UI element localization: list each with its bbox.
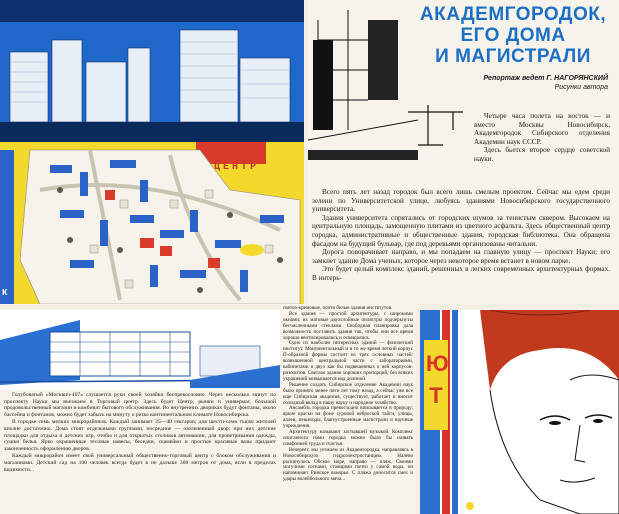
- paragraph-university: Здания университета спрятались от городских шумов за тенистым сквером. Высокаем на центральную площадь, замощенную плитами из цветного асфальта. Здесь общественный центр городка, административные и общественные здания, городская библиотека. Она обращена фасадом на будущий бульвар, где под деревьями организованы читальни.: [312, 213, 610, 248]
- title-line-3: И МАГИСТРАЛИ: [435, 46, 591, 67]
- paragraph-moskvich: Голубоватый «Москвич-407» слушается руки своей хозяйки беспрекословно. Через несколько минут по проспекту Науки мы въезжаем в Торговый центр. Здесь будет Центр, рынки и универмаг, большой продовольственный магазин и комбинат бытового обслуживания. Во внутренних двориках будут фонтаны, около бассейна и фонтанов, можно будет забыть на минуту о резко континентальном климате Новосибирска.: [4, 392, 276, 418]
- cover-logo-letters: ЮТ: [426, 351, 449, 408]
- map-illustration-svg: [0, 0, 304, 304]
- cover-illustration: [420, 310, 619, 514]
- paragraph-institutes: светло-кремовые, почти белые здания институтов.: [283, 305, 393, 311]
- crane-sketch: [408, 100, 468, 150]
- article-title-page: [308, 0, 619, 304]
- construction-sketch: [308, 0, 418, 160]
- byline: [458, 74, 608, 92]
- paragraph-frozen-music: Архитектуру называют застывшей музыкой. Комплекс описанного нами городка можно было бы назвать симфонией труда и счастья.: [283, 429, 413, 447]
- title-line-1: АКАДЕМГОРОДОК,: [419, 4, 607, 25]
- page-institutes: [280, 304, 416, 514]
- paragraph-ensemble: Ансамбль городка превосходно вписывается в природу; яркие краски на фоне суровой неброской тайги, улицы, аллеи, пешеходы, благоустроенные магистрали и научные учреждения.: [283, 405, 413, 430]
- paragraph-evening: Вечереет, мы уезжаем из Академгородка, направляясь в Новосибирскую гидроэлектростанцию. Налево раскинулось Обское море, направо — пляж. Своими могучими соснами, стоящими почти у самой воды, он напоминает Римское взморье. С пляжа доносится смех и удары волейбольного мяча...: [283, 446, 413, 483]
- map-label-k: К: [2, 288, 11, 298]
- paragraph-kindergarten: Каждый микрорайон имеет свой универсальный общественно-торговый центр с блоком обслуживания и магазинами. Детский сад на 100 человек всегда будет в не дальше 300 метров от дома, ясли в пределах видимости...: [4, 453, 276, 473]
- paragraph-complex: Это будет целый комплекс зданий, решенных в легких современных архитектурных формах. В интерь-: [312, 265, 610, 282]
- paragraph-microdistricts: В городке семь мелких микрорайонов. Каждый занимает 25—40 гектаров; для шести-семи тысяч жителей вполне достаточно. Дома стоят отдельными группами, посредине — озелененный двор; при них детские площадки для отдыха и детских игр, чтобы и для открытых столиков автомашин, для проветривания одежды, сушки белья. Ярко окрашенные тесовые навесы, беседки, скамейки и простые красивые вазы придают законченность оформлению дворов.: [4, 419, 276, 452]
- paragraph-physics-institute: Одно из наиболее интересных зданий — физический институт. Монументальный и в то же время легкий корпус П-образной формы состоит из трех основных частей: возвышенной центральной части с лабораториями, кабинетами и двух как бы подвешенных к ней корпусов-ризолитов. Светлое здание хороших пропорций, без всяких украшений возвышается над долиной.: [283, 340, 413, 382]
- title-line-2: ЕГО ДОМА: [460, 25, 566, 46]
- paragraph-second-heart: Здесь бьется второе сердце советской науки.: [474, 146, 610, 163]
- map-label-center: ЦЕНТР: [214, 162, 260, 173]
- paragraph-architecture: Все здания — простой архитектуры, с широкими окнами; их матовые двухслойные пилястры подчеркнуты бесчисленными стеклами. Свободная планировка дала возможность поставить здания так, чтобы они все время хорошо вентилировались и освещались.: [283, 310, 413, 341]
- page-trade-center: [0, 310, 280, 514]
- paragraph-project: Всего пять лет назад городок был всего лишь смелым проектом. Сейчас мы едем среди зелени по Университетской улице, любуясь зданиями Новосибирского государственного университета.: [312, 188, 610, 214]
- magazine-cover: [420, 310, 619, 514]
- byline-illustrations: Рисунки автора: [554, 84, 608, 91]
- byline-author: Репортаж ведет Г. НАГОРЯНСКИЙ: [483, 75, 608, 82]
- article-title: [408, 4, 618, 67]
- paragraph-road: Дорога поворачивает направо, и мы попадаем на главную улицу — проспект Науки; его замкнет здание Дома ученых, которое через некоторое время встанет в новом парке.: [312, 248, 610, 265]
- paragraph-intro: Четыре часа полета на восток — и вместо Москвы Новосибирск, Академгородок Сибирского отделения Академии наук СССР.: [474, 112, 610, 146]
- building-drawing: [0, 310, 280, 390]
- paragraph-siberian-branch: Решение создать Сибирское отделение Академии наук было принято менее пяти лет тому назад, а сейчас уже все еще Сибирская академия, существует, работает и вносит солидный вклад в нашу науку и народное хозяйство.: [283, 381, 413, 406]
- academgorodok-map-illustration: [0, 0, 304, 304]
